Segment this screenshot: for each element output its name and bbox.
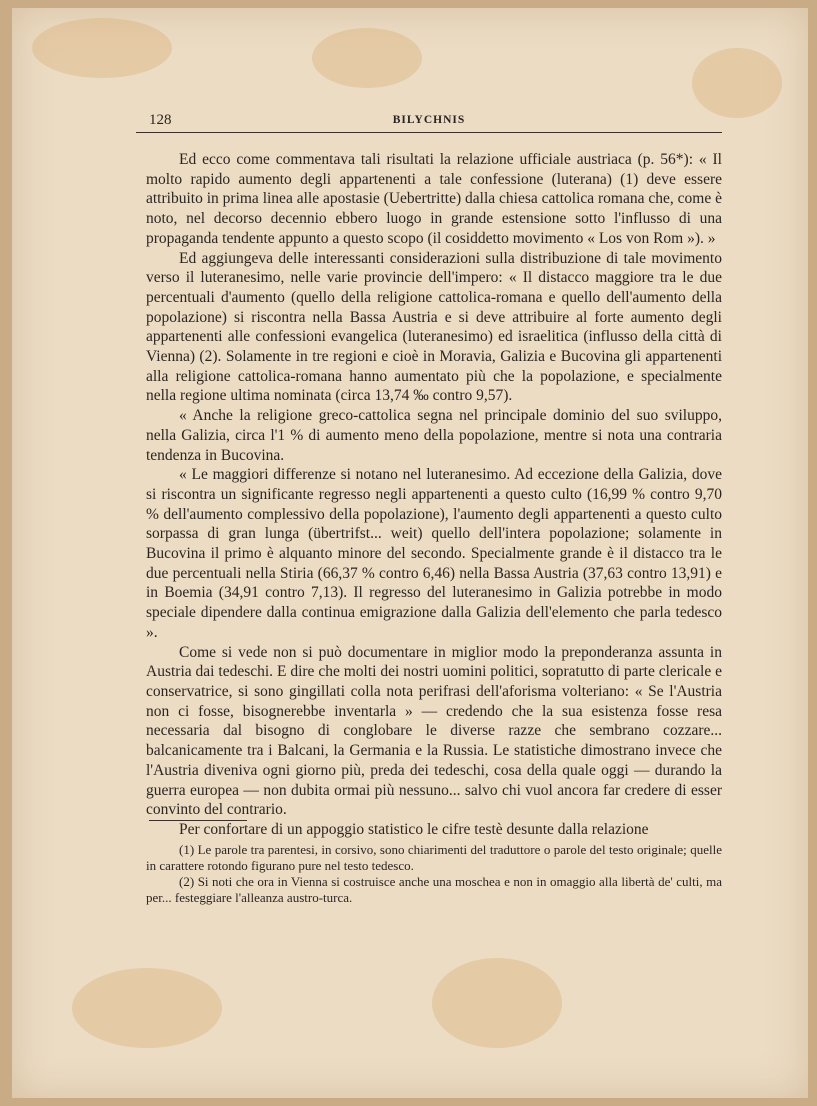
footnote: (2) Si noti che ora in Vienna si costruisce anche una moschea e non in omaggio alla libertà de' culti, ma per... festeggiare l'alleanza austro-turca. — [146, 874, 722, 905]
page-number: 128 — [149, 112, 172, 128]
footnotes — [146, 842, 722, 906]
footnote: (1) Le parole tra parentesi, in corsivo, sono chiarimenti del traduttore o parole del testo originale; quelle in carattere rotondo figurano pure nel testo tedesco. — [146, 842, 722, 873]
paper-stain — [312, 28, 422, 88]
paper-stain — [72, 968, 222, 1048]
paper-stain — [32, 18, 172, 78]
paragraph: « Le maggiori differenze si notano nel luteranesimo. Ad eccezione della Galizia, dove si riscontra un significante regresso negli appartenenti a questo culto (16,99 % contro 9,70 % dell'aumento complessivo della popolazione), l'aumento degli appartenenti a questo culto sorpassa di gran lunga (übertrifst... weit) quello dell'intera popolazione; solamente in Bucovina il primo è alquanto minore del secondo. Specialmente grande è il distacco tra le due percentuali nella Stiria (66,37 % contro 6,46) nella Bassa Austria (37,63 contro 13,91) e in Boemia (34,91 contro 7,13). Il regresso del luteranesimo in Galizia potrebbe in modo speciale dipendere dalla continua emigrazione dalla Galizia dell'elemento che parla tedesco ». — [146, 466, 722, 641]
paragraph: Per confortare di un appoggio statistico le cifre testè desunte dalla relazione — [179, 820, 649, 838]
paper-stain — [692, 48, 782, 118]
paragraph: « Anche la religione greco-cattolica segna nel principale dominio del suo sviluppo, nella Galizia, circa l'1 % di aumento meno della popolazione, mentre si nota una contraria tendenza in Bucovina. — [146, 407, 722, 464]
paragraph: Come si vede non si può documentare in miglior modo la preponderanza assunta in Austria dai tedeschi. E dire che molti dei nostri uomini politici, sopratutto di parte clericale e conservatrice, si sono gingillati colla nota perifrasi dell'aforisma volteriano: « Se l'Austria non ci fosse, bisognerebbe inventarla » — credendo che la sua esistenza fosse resa necessaria dal bisogno di conglobare le diverse razze che sembrano cozzare... balcanicamente tra i Balcani, la Germania e la Russia. Le statistiche dimostrano invece che l'Austria diveniva ogni giorno più, preda dei tedeschi, cosa della quale oggi — durando la guerra europea — non dubita ormai più nessuno... salvo chi vuol ancora far credere di esser convinto del contrario. — [146, 643, 722, 819]
page-header — [136, 112, 722, 133]
paragraph: Ed aggiungeva delle interessanti considerazioni sulla distribuzione di tale movimento verso il luteranesimo, nelle varie provincie dell'impero: « Il distacco maggiore tra le due percentuali d'aumento (quello della religione cattolica-romana e quello dell'aumento della popolazione) si riscontra nella Bassa Austria e si deve attribuire al forte aumento degli appartenenti alle confessioni evangelica (luteranesimo) ed israelitica (influsso della città di Vienna) (2). Solamente in tre regioni e cioè in Moravia, Galizia e Bucovina gli appartenenti alla religione cattolica-romana hanno aumentato più che la popolazione, e specialmente nella regione ultima nominata (circa 13,74 ‰ contro 9,57). — [146, 249, 722, 405]
paper-stain — [432, 958, 562, 1048]
running-title: BILYCHNIS — [392, 114, 466, 126]
paragraph: Ed ecco come commentava tali risultati la relazione ufficiale austriaca (p. 56*): « Il molto rapido aumento degli appartenenti a tale confessione (luterana) (1) deve essere attribuito in prima linea alle apostasie (Uebertritte) dalla chiesa cattolica romana che, come è noto, nel decorso decennio ebbero luogo in grande estensione sotto l'influsso di una propaganda tendente appunto a questo scopo (il cosiddetto movimento « Los von Rom »). » — [146, 151, 722, 247]
body-text — [146, 150, 722, 840]
footnote-separator — [149, 820, 247, 821]
